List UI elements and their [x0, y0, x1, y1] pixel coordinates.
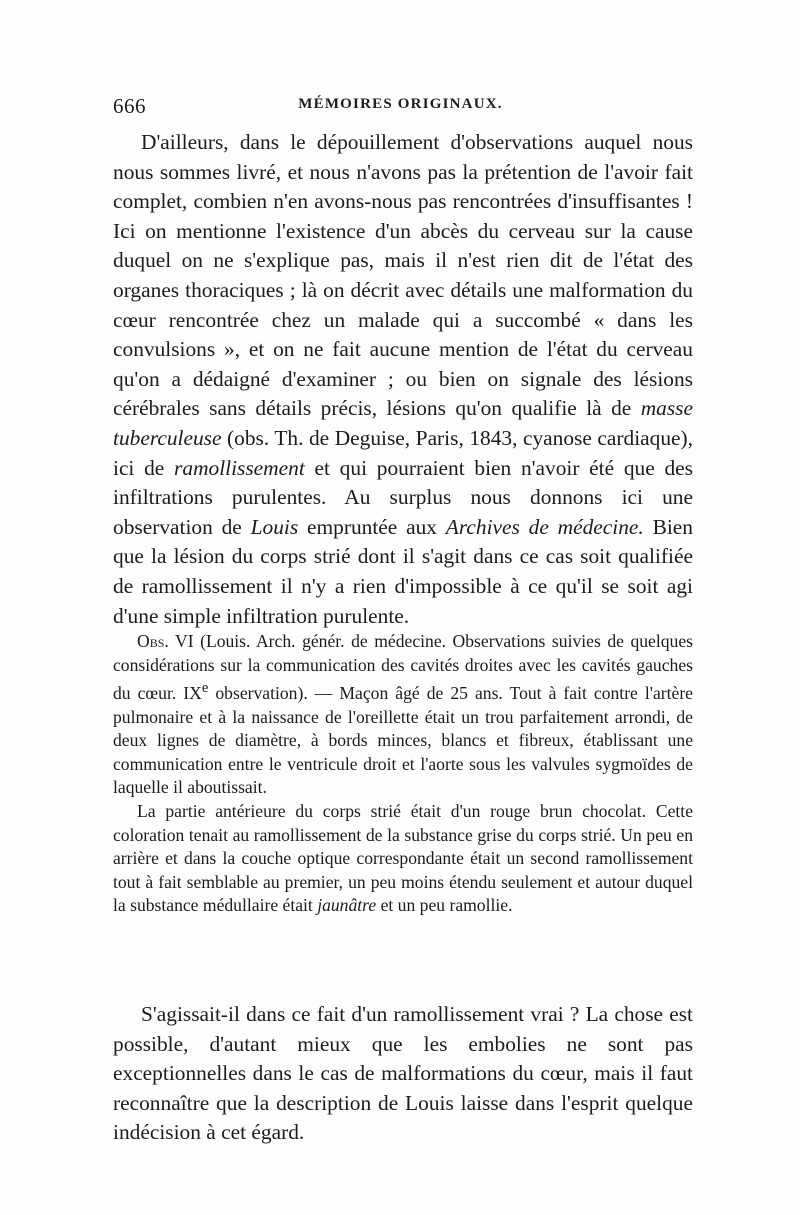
observation-label: Obs. VI [137, 631, 194, 651]
observation-text: La partie antérieure du corps strié était d'un rouge brun chocolat. Cette coloration tenait au ramollissement de la substance grise du corps strié. Un peu en arrière et dans la couche optique correspondante était un second ramollissement tout à fait semblable au premier, un peu moins étendu seulement et autour duquel la substance médullaire était [113, 801, 693, 916]
paragraph-1-text: (obs. Th. de Deguise, Paris, 1843, cyanose cardiaque), ici de [113, 425, 693, 480]
running-head: MÉMOIRES ORIGINAUX. [298, 96, 503, 112]
paragraph-1-text: Bien que la lésion du corps strié dont il s'agit dans ce cas soit qualifiée de ramollissement il n'y a rien d'impossible à ce qu'il se soit agi d'une simple infiltration purulente. [113, 514, 693, 628]
observation-text: observation). — Maçon âgé de 25 ans. Tout à fait contre l'artère pulmonaire et à la naissance de l'oreillette était un trou parfaitement arrondi, de deux lignes de diamètre, à bords minces, blancs et fibreux, établissant une communication entre le ventricule droit et l'aorte sous les valvules sygmoïdes de laquelle il aboutissait. [113, 683, 693, 798]
italic-term-masse-tuberculeuse: masse tuberculeuse [113, 396, 693, 450]
italic-term-ramollissement: ramollissement [174, 455, 305, 480]
page-number: 666 [113, 94, 146, 118]
superscript: e [201, 680, 209, 697]
paragraph-1-text: D'ailleurs, dans le dépouillement d'observations auquel nous nous sommes livré, et nous n'avons pas la prétention de l'avoir fait complet, combien n'en avons-nous pas rencontrées d'insuffisantes ! Ici on mentionne l'existence d'un abcès du cerveau sur la cause duquel on ne s'explique pas, mais il n'est rien dit de l'état des organes thoraciques ; là on décrit avec détails une malformation du cœur rencontrée chez un malade qui a succombé « dans les convulsions », et on ne fait aucune mention de l'état du cerveau qu'on a dédaigné d'examiner ; ou bien on signale des lésions cérébrales sans détails précis, lésions qu'on qualifie là de [113, 130, 693, 421]
paragraph-1-text: empruntée aux [298, 514, 446, 539]
paragraph-3 [113, 1000, 693, 1148]
observation-text: et un peu ramollie. [376, 895, 513, 916]
observation-text: (Louis. Arch. génér. de médecine. Observations suivies de quelques considérations sur la communication des cavités droites avec les cavités gauches du cœur. IX [113, 631, 693, 704]
page-header [113, 94, 688, 124]
italic-name-louis: Louis [250, 514, 299, 539]
italic-term-jaunatre: jaunâtre [317, 895, 377, 916]
paragraph-1-text: et qui pourraient bien n'avoir été que des infiltrations purulentes. Au surplus nous donnons ici une observation de [113, 455, 693, 539]
observation-block [113, 630, 693, 918]
paragraph-3-text: S'agissait-il dans ce fait d'un ramollissement vrai ? La chose est possible, d'autant mieux que les embolies ne sont pas exceptionnelles dans le cas de malformations du cœur, mais il faut reconnaître que la description de Louis laisse dans l'esprit quelque indécision à cet égard. [113, 1002, 693, 1145]
paragraph-1 [113, 128, 693, 631]
italic-title-archives: Archives de médecine. [445, 514, 644, 539]
